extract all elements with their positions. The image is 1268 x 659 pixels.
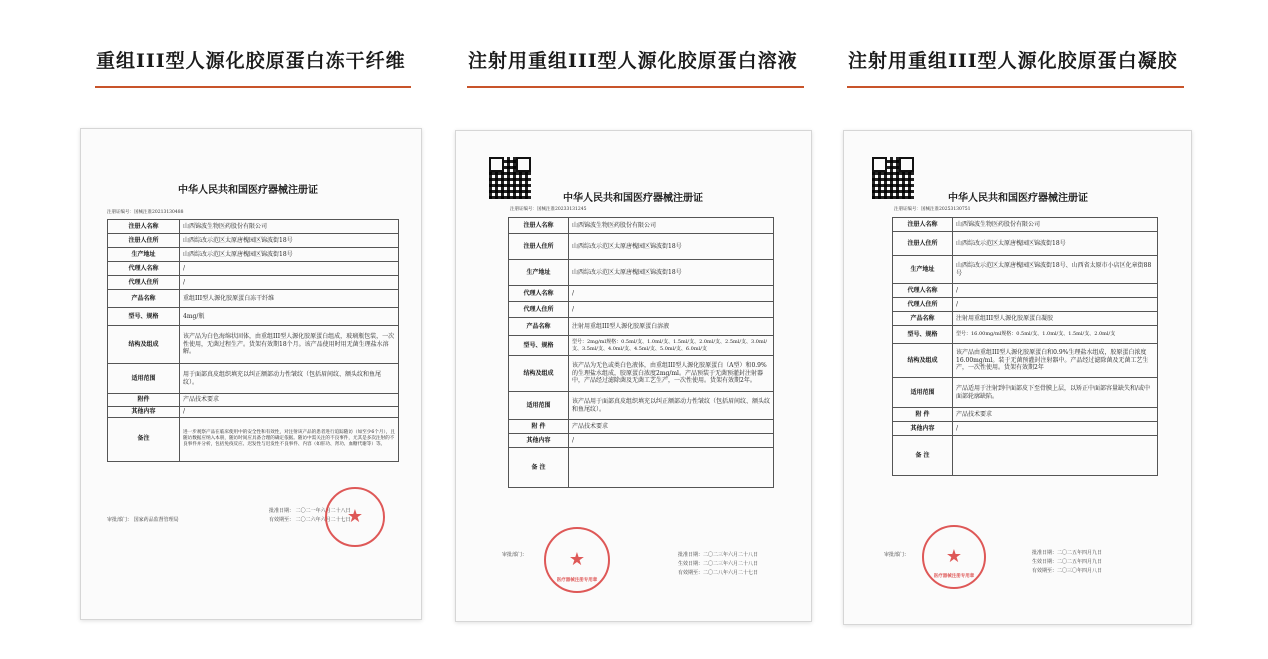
table-row: [893, 284, 1158, 298]
field-label: 代理人住所: [893, 298, 953, 312]
field-value: /: [180, 407, 399, 418]
field-label: 生产地址: [509, 260, 569, 286]
field-value: /: [953, 422, 1158, 436]
field-label: 适用范围: [509, 392, 569, 420]
field-label: 结构及组成: [893, 344, 953, 378]
field-label: 代理人名称: [893, 284, 953, 298]
table-row: [893, 298, 1158, 312]
approval-date: 批准日期：二〇二三年六月二十八日: [678, 552, 759, 558]
field-label: 注册人名称: [108, 220, 180, 234]
certificate-title: 中华人民共和国医疗器械注册证: [563, 193, 703, 204]
approval-authority: 审批部门： 国家药品监督管理局: [107, 517, 179, 523]
valid-until: 有效期至：二〇二八年六月二十七日: [678, 570, 759, 576]
field-label: 产品名称: [108, 290, 180, 308]
star-icon: ★: [568, 549, 586, 570]
table-row: [509, 260, 774, 286]
field-label: 型号、规格: [108, 308, 180, 326]
field-value: 重组III型人源化胶原蛋白冻干纤维: [180, 290, 399, 308]
heading-underline: [847, 86, 1184, 88]
field-value: 山西综改示范区太原唐槐园区锦波街18号: [953, 232, 1158, 256]
field-value: 山西综改示范区太原唐槐园区锦波街18号: [569, 234, 774, 260]
table-row: [108, 308, 399, 326]
field-label: 附件: [108, 394, 180, 407]
field-label: 附 件: [509, 420, 569, 434]
field-value: 该产品用于面部真皮组织填充以纠正额部动力性皱纹（包括眉间纹、额头纹和鱼尾纹）。: [569, 392, 774, 420]
field-label: 其他内容: [893, 422, 953, 436]
field-value: 型号：2mg/ml规格：0.5ml/支、1.0ml/支、1.5ml/支、2.0ml/支、2.5ml/支、3.0ml/支、3.5ml/支、4.0ml/支、4.5ml/支、5.0ml/支、6.0ml/支: [569, 336, 774, 356]
field-value: /: [953, 284, 1158, 298]
official-seal: [325, 487, 385, 547]
field-value: 产品技术要求: [953, 408, 1158, 422]
table-row: [509, 356, 774, 392]
field-label: 适用范围: [108, 364, 180, 394]
field-value: /: [569, 302, 774, 318]
field-label: 注册人住所: [893, 232, 953, 256]
heading-underline: [95, 86, 411, 88]
field-label: 备 注: [893, 436, 953, 476]
table-row: [893, 326, 1158, 344]
table-row: [893, 378, 1158, 408]
table-row: [108, 290, 399, 308]
field-label: 代理人住所: [509, 302, 569, 318]
field-value: 该产品为白色海绵状固体，由重组III型人源化胶原蛋白组成，玻璃瓶包装，一次性使用，无菌过程生产。货架有效期18个月。该产品使用时用无菌生理盐水溶解。: [180, 326, 399, 364]
table-row: [509, 286, 774, 302]
table-row: [893, 256, 1158, 284]
field-value: 用于面部真皮组织填充以纠正额部动力性皱纹（包括眉间纹、额头纹和鱼尾纹）。: [180, 364, 399, 394]
table-row: [108, 262, 399, 276]
table-row: [108, 220, 399, 234]
table-row: [893, 408, 1158, 422]
field-value: 山西锦波生物医药股份有限公司: [953, 218, 1158, 232]
seal-text: 医疗器械注册专用章: [933, 574, 975, 579]
field-value: 注射用重组III型人源化胶原蛋白凝胶: [953, 312, 1158, 326]
field-label: 其他内容: [509, 434, 569, 448]
field-label: 生产地址: [108, 248, 180, 262]
effective-date: 生效日期：二〇二三年六月二十八日: [678, 561, 759, 567]
table-row: [108, 326, 399, 364]
official-seal: [922, 525, 986, 589]
field-value: 山西综改示范区太原唐槐园区锦波街18号: [569, 260, 774, 286]
table-row: [108, 234, 399, 248]
field-value: 型号：16.00mg/ml规格：0.5ml/支、1.0ml/支、1.5ml/支、2.0ml/支: [953, 326, 1158, 344]
field-value: /: [953, 298, 1158, 312]
table-row: [108, 276, 399, 290]
heading-injection-solution: 注射用重组III型人源化胶原蛋白溶液: [468, 50, 798, 72]
field-value: 产品适用于注射到中面部皮下至骨膜上层，以矫正中面部容量缺失和/或中面部轮廓缺陷。: [953, 378, 1158, 408]
registration-certificate-fiber: [80, 128, 422, 620]
field-label: 注册人住所: [509, 234, 569, 260]
field-value: [569, 448, 774, 488]
field-label: 备 注: [509, 448, 569, 488]
field-label: 代理人住所: [108, 276, 180, 290]
field-value: [953, 436, 1158, 476]
approval-date: 批准日期：二〇二五年四月九日: [1032, 550, 1103, 556]
field-value: /: [569, 286, 774, 302]
table-row: [509, 302, 774, 318]
field-value: 山西综改示范区太原唐槐园区锦波街18号: [180, 248, 399, 262]
valid-until: 有效期至： 二〇二六年六月二十七日: [269, 517, 351, 523]
field-label: 产品名称: [509, 318, 569, 336]
qr-code-icon: [489, 157, 531, 199]
field-label: 其他内容: [108, 407, 180, 418]
seal-text: 医疗器械注册专用章: [556, 578, 598, 583]
registration-certificate-solution: [455, 130, 812, 622]
field-value: 山西锦波生物医药股份有限公司: [569, 218, 774, 234]
field-value: 4mg/瓶: [180, 308, 399, 326]
table-row: [509, 318, 774, 336]
approval-authority: 审批部门：: [502, 552, 528, 558]
registration-number: 注册证编号：国械注准20253130751: [894, 207, 971, 212]
certificate-table: [508, 217, 774, 488]
field-value: 产品技术要求: [569, 420, 774, 434]
field-label: 代理人名称: [108, 262, 180, 276]
field-value: 山西锦波生物医药股份有限公司: [180, 220, 399, 234]
heading-freeze-dried-fiber: 重组III型人源化胶原蛋白冻干纤维: [96, 50, 406, 72]
field-value: 产品技术要求: [180, 394, 399, 407]
star-icon: ★: [346, 506, 364, 527]
valid-until: 有效期至：二〇三〇年四月八日: [1032, 568, 1103, 574]
certificate-table: [107, 219, 399, 462]
certificate-title: 中华人民共和国医疗器械注册证: [178, 185, 318, 196]
table-row: [893, 218, 1158, 232]
field-value: 该产品为无色或类白色液体，由重组III型人源化胶原蛋白（A型）和0.9%的生理盐水组成，胶原蛋白浓度2mg/ml。产品预装于无菌预灌封注射器中，产品经过滤除菌及无菌工艺生产，一次性使用。货架有效期2年。: [569, 356, 774, 392]
field-label: 代理人名称: [509, 286, 569, 302]
heading-injection-gel: 注射用重组III型人源化胶原蛋白凝胶: [848, 50, 1178, 72]
star-icon: ★: [945, 546, 963, 567]
table-row: [108, 394, 399, 407]
table-row: [509, 392, 774, 420]
field-value: 注射用重组III型人源化胶原蛋白溶液: [569, 318, 774, 336]
table-row: [893, 344, 1158, 378]
table-row: [509, 420, 774, 434]
field-label: 备注: [108, 417, 180, 461]
field-label: 适用范围: [893, 378, 953, 408]
field-label: 注册人名称: [893, 218, 953, 232]
field-label: 产品名称: [893, 312, 953, 326]
table-row: [108, 364, 399, 394]
effective-date: 生效日期：二〇二五年四月九日: [1032, 559, 1103, 565]
field-label: 结构及组成: [108, 326, 180, 364]
table-row: [108, 407, 399, 418]
approval-authority: 审批部门：: [884, 552, 910, 558]
table-row: [893, 436, 1158, 476]
field-value: /: [180, 276, 399, 290]
field-value: /: [180, 262, 399, 276]
table-row: [509, 434, 774, 448]
field-value: 山西综改示范区太原唐槐园区锦波街18号、山西省太原市小店区化章街88号: [953, 256, 1158, 284]
registration-number: 注册证编号：国械注准20233131245: [510, 207, 587, 212]
field-value: /: [569, 434, 774, 448]
registration-number: 注册证编号：国械注准20213130488: [107, 210, 184, 215]
field-label: 型号、规格: [893, 326, 953, 344]
table-row: [509, 336, 774, 356]
field-label: 注册人住所: [108, 234, 180, 248]
heading-underline: [467, 86, 804, 88]
field-label: 生产地址: [893, 256, 953, 284]
table-row: [108, 417, 399, 461]
approval-date: 批准日期： 二〇二一年六月二十八日: [269, 508, 351, 514]
field-label: 结构及组成: [509, 356, 569, 392]
official-seal: [544, 527, 610, 593]
qr-code-icon: [872, 157, 914, 199]
certificate-table: [892, 217, 1158, 476]
field-value: 该产品由重组III型人源化胶原蛋白和0.9%生理盐水组成，胶原蛋白浓度16.00mg/ml。装于无菌预灌封注射器中。产品经过滤除菌及无菌工艺生产，一次性使用。货架有效期2年: [953, 344, 1158, 378]
field-label: 型号、规格: [509, 336, 569, 356]
certificate-title: 中华人民共和国医疗器械注册证: [948, 193, 1088, 204]
field-value: 进一步观察产品在临床使用中的安全性和有效性，对注射该产品的患者进行追踪随访（如至少6个月），且随访数据应纳入本册，随访时间应具备合理的确定依据。随访中需关注的不良事件，尤其是多次注射的不良事件并分析，包括免疫反应、迟发性与迟发性不良事件、内容（如肝功、肾功、血糖代谢等）等。: [180, 417, 399, 461]
table-row: [509, 448, 774, 488]
field-label: 注册人名称: [509, 218, 569, 234]
table-row: [893, 232, 1158, 256]
field-value: 山西综改示范区太原唐槐园区锦波街18号: [180, 234, 399, 248]
table-row: [509, 234, 774, 260]
registration-certificate-gel: [843, 130, 1192, 625]
field-label: 附 件: [893, 408, 953, 422]
table-row: [893, 312, 1158, 326]
table-row: [108, 248, 399, 262]
table-row: [509, 218, 774, 234]
table-row: [893, 422, 1158, 436]
